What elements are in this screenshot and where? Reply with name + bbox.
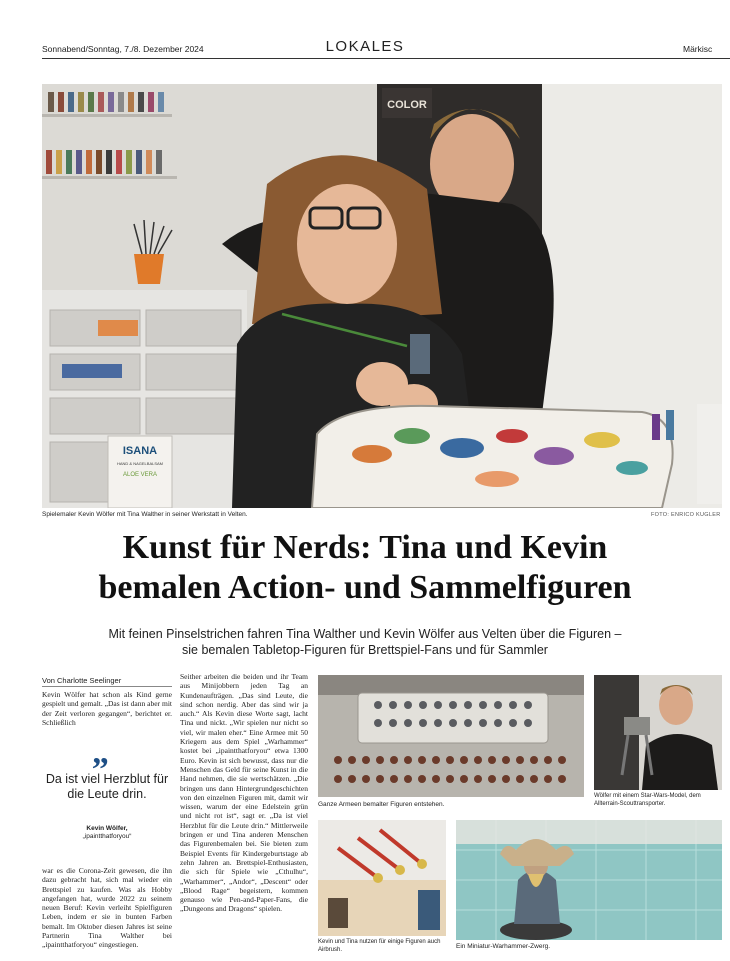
- main-photo: [42, 84, 722, 508]
- subheadline-line-2: sie bemalen Tabletop-Figuren für Brettspiel-Fans und für Sammler: [182, 643, 548, 657]
- headline: [0, 528, 730, 608]
- pull-quote-author-company: „ipaintthatforyou“: [82, 833, 132, 840]
- headline-line-1: Kunst für Nerds: Tina und Kevin: [122, 529, 608, 566]
- headline-line-2: bemalen Action- und Sammelfiguren: [98, 569, 632, 606]
- isana-box-subtext-2: ALOE VERA: [122, 472, 158, 478]
- airbrush-photo: [318, 820, 446, 936]
- armies-photo-illustration: [318, 675, 584, 797]
- pull-quote-author-name: Kevin Wölfer,: [86, 825, 128, 832]
- header-rule: [42, 58, 730, 59]
- photo-credit: FOTO: ENRICO KUGLER: [651, 512, 721, 518]
- airbrush-photo-illustration: [318, 820, 446, 936]
- subheadline: [40, 626, 690, 658]
- column-1-text-bottom: war es die Corona-Zeit gewesen, die ihn dazu gebracht hat, sich mal wieder ein Brettspiel zu kaufen. Was als Hobby angefangen hat, wurde 2022 zu seinem neuen Beruf: Kevin verleiht Spielfiguren Leben, indem er sie in bunten Farben bemalt. Im Oktober diesen Jahres ist seine Partnerin Tina Walther bei „ipaintthatforyou“ eingestiegen.: [42, 866, 172, 950]
- subheadline-line-1: Mit feinen Pinselstrichen fahren Tina Walther und Kevin Wölfer aus Velten über die Figuren –: [108, 627, 622, 641]
- section-title: LOKALES: [325, 38, 405, 55]
- isana-box-subtext: HAND & NAGELBALSAM: [116, 461, 164, 466]
- quote-mark-icon: „: [92, 734, 109, 771]
- starwars-photo-caption: Wölfer mit einem Star-Wars-Model, dem Allterrain-Scouttransporter.: [594, 793, 701, 807]
- main-photo-illustration: [42, 84, 722, 508]
- pull-quote: Da ist viel Herzblut für die Leute drin.: [45, 772, 169, 801]
- newspaper-name: Märkisc: [683, 44, 713, 54]
- dwarf-photo-illustration: [456, 820, 722, 940]
- pull-quote-author: [42, 825, 172, 841]
- column-1-text-top: Kevin Wölfer hat schon als Kind gerne gespielt und gemalt. „Das ist dann aber mit der Zeit verloren gegangen“, berichtet er. Schließlich: [42, 690, 172, 727]
- dwarf-photo-caption: Ein Miniatur-Warhammer-Zwerg.: [456, 943, 551, 950]
- byline-rule: [42, 686, 172, 687]
- armies-photo-caption: Ganze Armeen bemalter Figuren entstehen.: [318, 801, 445, 808]
- starwars-photo: [594, 675, 722, 790]
- main-photo-caption: Spielemaler Kevin Wölfer mit Tina Walther in seiner Werkstatt in Velten.: [42, 511, 248, 518]
- isana-box-text: ISANA: [122, 445, 158, 457]
- dwarf-photo: [456, 820, 722, 940]
- airbrush-photo-caption: Kevin und Tina nutzen für einige Figuren auch Airbrush.: [318, 939, 441, 953]
- paint-sign-text: COLOR: [387, 99, 427, 111]
- starwars-photo-illustration: [594, 675, 722, 790]
- issue-date: Sonnabend/Sonntag, 7./8. Dezember 2024: [42, 44, 204, 54]
- column-2-text: Seither arbeiten die beiden und ihr Team aus Minijobbern jeden Tag an Kundenaufträgen. „Das sind Leute, die sind schon nerdig. Aber das sind wir ja auch.“ Als Kevin diese Worte sagt, lacht Tina und nickt. „Wir spielen nur nicht so viel, wir malen eher.“ Eine Armee mit 50 Kriegern aus dem Spiel „Warhammer“ kostet bei „ipaintthatforyou“ etwa 1300 Euro. Kevin ist sich bewusst, dass nur die Menschen das Geld für seine Kunst in die Hand nehmen, die sie wertschätzen. „Die bringen uns dann Hintergrundgeschichten von den einzelnen Figuren mit, damit wir wissen, warum der eine Edelstein grün und nicht rot ist“, sagt er. „Da ist viel Herzblut für die Leute drin.“ Mittlerweile bringen er und Tina anderen Menschen das Figurenbemalen bei. Sie bieten zum Beispiel Events für Kindergeburtstage ab zehn Jahren an. Brettspiel-Enthusiasten, die sich für Spiele wie „Cthulhu“, „Warhammer“, „Andor“, „Descent“ oder „Blood Rage“ begeistern, kommen genauso wie Pen-and-Paper-Fans, die „Dungeons and Dragons“ spielen.: [180, 672, 308, 914]
- byline: Von Charlotte Seelinger: [42, 676, 122, 685]
- armies-photo: [318, 675, 584, 797]
